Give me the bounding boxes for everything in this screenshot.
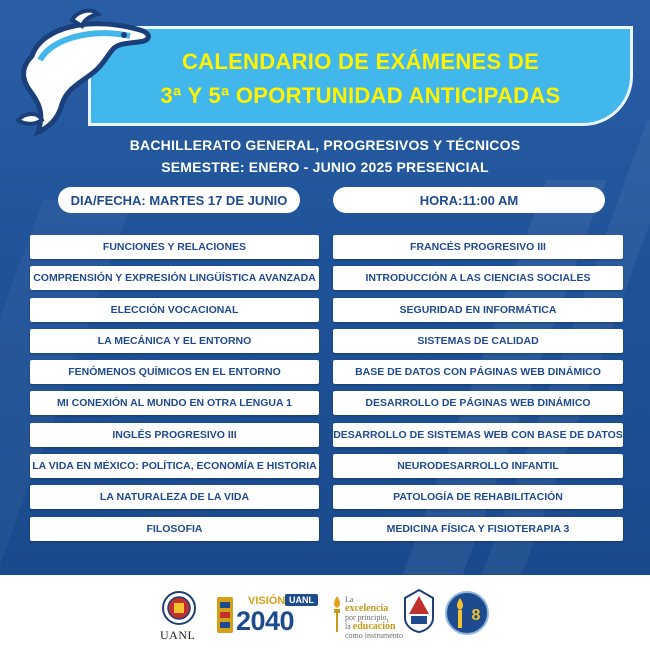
- subject-item: FENÓMENOS QUÍMICOS EN EL ENTORNO: [30, 360, 319, 384]
- subject-item: LA NATURALEZA DE LA VIDA: [30, 485, 319, 509]
- subject-item: LA VIDA EN MÉXICO: POLÍTICA, ECONOMÍA E HISTORIA: [30, 454, 319, 478]
- vision-year: 2040: [236, 606, 295, 636]
- subject-item: COMPRENSIÓN Y EXPRESIÓN LINGÜÍSTICA AVANZADA: [30, 266, 319, 290]
- subject-item: ELECCIÓN VOCACIONAL: [30, 298, 319, 322]
- subject-item: FRANCÉS PROGRESIVO III: [333, 235, 623, 259]
- date-pill: DIA/FECHA: MARTES 17 DE JUNIO: [58, 187, 300, 213]
- subtitle-programs: BACHILLERATO GENERAL, PROGRESIVOS Y TÉCNICOS: [129, 137, 521, 153]
- vision-uanl-tag: UANL: [285, 594, 318, 606]
- title-banner: [88, 26, 633, 126]
- subjects-right-column: [333, 235, 623, 548]
- subject-item: MI CONEXIÓN AL MUNDO EN OTRA LENGUA 1: [30, 391, 319, 415]
- school-number: 8: [471, 607, 481, 624]
- subtitle-semester: SEMESTRE: ENERO - JUNIO 2025 PRESENCIAL: [161, 159, 489, 175]
- subject-item: BASE DE DATOS CON PÁGINAS WEB DINÁMICO: [333, 360, 623, 384]
- time-pill: HORA:11:00 AM: [333, 187, 605, 213]
- subject-item: LA MECÁNICA Y EL ENTORNO: [30, 329, 319, 353]
- prepa-8-emblem-icon: [444, 590, 490, 636]
- subject-item: INTRODUCCIÓN A LAS CIENCIAS SOCIALES: [333, 266, 623, 290]
- uanl-seal-icon: [162, 590, 196, 626]
- school-shield-icon: [403, 588, 435, 634]
- title-line-1: CALENDARIO DE EXÁMENES DE: [181, 49, 540, 74]
- subjects-left-column: [30, 235, 319, 548]
- subject-item: PATOLOGÍA DE REHABILITACIÓN: [333, 485, 623, 509]
- subject-item: FILOSOFIA: [30, 517, 319, 541]
- subject-item: MEDICINA FÍSICA Y FISIOTERAPIA 3: [333, 517, 623, 541]
- subject-item: NEURODESARROLLO INFANTIL: [333, 454, 623, 478]
- subject-item: FUNCIONES Y RELACIONES: [30, 235, 319, 259]
- subject-item: DESARROLLO DE SISTEMAS WEB CON BASE DE DATOS: [333, 423, 623, 447]
- uanl-label: UANL: [160, 628, 196, 642]
- footer-logos: [0, 575, 650, 650]
- subject-item: SISTEMAS DE CALIDAD: [333, 329, 623, 353]
- subject-item: INGLÉS PROGRESIVO III: [30, 423, 319, 447]
- subject-item: DESARROLLO DE PÁGINAS WEB DINÁMICO: [333, 391, 623, 415]
- subject-item: SEGURIDAD EN INFORMÁTICA: [333, 298, 623, 322]
- vision-emblem-icon: [216, 596, 234, 634]
- torch-icon: [330, 594, 344, 634]
- dolphin-mascot-icon: [12, 8, 162, 138]
- vision-word: VISIÓN: [248, 595, 286, 607]
- title-line-2: 3ª Y 5ª OPORTUNIDAD ANTICIPADAS: [160, 83, 561, 108]
- excelencia-motto: La excelencia por principio, la educación como instrumento: [345, 595, 403, 640]
